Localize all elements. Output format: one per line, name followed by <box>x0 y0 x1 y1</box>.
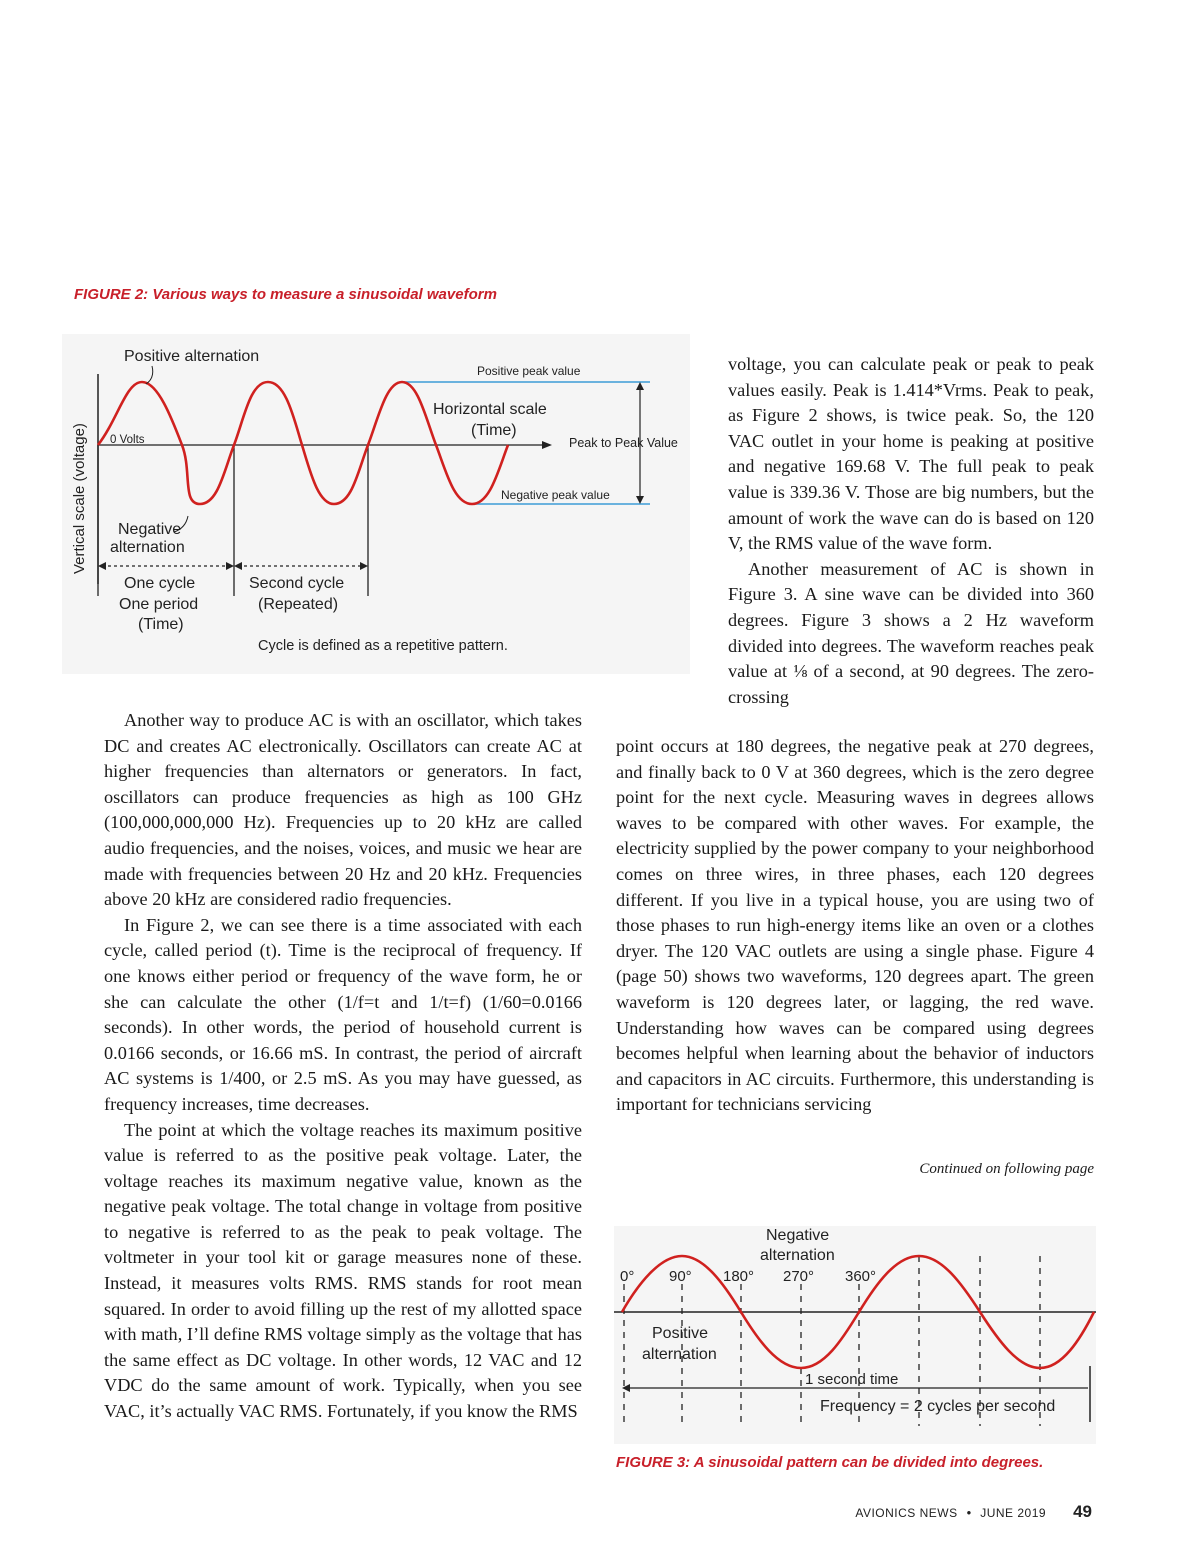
label-horizontal-time: (Time) <box>471 422 517 439</box>
figure2 <box>62 334 690 674</box>
footer-date: JUNE 2019 <box>980 1506 1047 1520</box>
label-vertical-scale: Vertical scale (voltage) <box>71 423 88 574</box>
label-negative-peak-value: Negative peak value <box>501 488 610 502</box>
fig3-label-negative: Negative <box>766 1227 830 1244</box>
label-frequency: Frequency = 2 cycles per second <box>820 1398 1056 1415</box>
page-number: 49 <box>1073 1502 1092 1521</box>
label-cycle-time: (Time) <box>138 616 184 633</box>
label-one-second-time: 1 second time <box>805 1371 899 1388</box>
right-paragraph-1: voltage, you can calculate peak or peak to peak values easily. Peak is 1.414*Vrms. Peak to peak, as Figure 2 shows, is twice peak. So, the 120 VAC outlet in your home is peaking at positive and negative 169.68 V. The full peak to peak value is 339.36 V. Those are big numbers, but the amount of work the wave can do is based on 120 V, the RMS value of the wave form. <box>728 354 1094 554</box>
footer-bullet: • <box>966 1505 972 1520</box>
figure3-caption: FIGURE 3: A sinusoidal pattern can be divided into degrees. <box>616 1454 1044 1471</box>
label-0-degrees: 0° <box>620 1268 635 1285</box>
fig3-label-alternation-2: alternation <box>642 1346 717 1363</box>
page-footer <box>855 1502 1092 1522</box>
figure2-diagram <box>62 334 690 674</box>
label-180-degrees: 180° <box>723 1268 755 1285</box>
label-270-degrees: 270° <box>783 1268 815 1285</box>
right-paragraph-3: point occurs at 180 degrees, the negative peak at 270 degrees, and finally back to 0 V at 360 degrees, which is the zero degree point for the next cycle. Measuring waves in degrees allows waves to be compared with other waves. For example, the electricity supplied by the power company to your neighborhood comes on three wires, in three phases, each 120 degrees different. If you live in a typical house, you are using two of those phases to run high-energy items like an oven or a clothes dryer. The 120 VAC outlets are using a single phase. Figure 4 (page 50) shows two waveforms, 120 degrees apart. The green waveform is 120 degrees later, or lagging, the red wave. Understanding how waves can be compared using degrees becomes helpful when learning about the behavior of inductors and capacitors in AC circuits. Furthermore, this understanding is important for technicians servicing <box>616 736 1094 1115</box>
label-negative: Negative <box>118 521 182 538</box>
label-one-cycle: One cycle <box>124 575 196 592</box>
right-column-top <box>728 352 1094 710</box>
left-column <box>104 708 582 1425</box>
label-repeated: (Repeated) <box>258 596 339 613</box>
footer-publication: AVIONICS NEWS <box>855 1506 958 1520</box>
fig3-label-alternation: alternation <box>760 1247 835 1264</box>
label-zero-volts: 0 Volts <box>110 434 145 446</box>
label-alternation: alternation <box>110 539 185 556</box>
fig3-label-positive: Positive <box>652 1325 709 1342</box>
figure3 <box>614 1226 1096 1444</box>
right-paragraph-2: Another measurement of AC is shown in Figure 3. A sine wave can be divided into 360 degrees. Figure 3 shows a 2 Hz waveform divided into degrees. The waveform reaches peak value at ⅛ of a second, at 90 degrees. The zero-crossing <box>728 558 1094 707</box>
label-horizontal-scale: Horizontal scale <box>433 401 547 418</box>
left-paragraph-2: In Figure 2, we can see there is a time associated with each cycle, called period (t). Time is the reciprocal of frequency. If one knows either period or frequency of the wave form, he or she can calculate the other (1/f=t and 1/t=f) (1/60=0.0166 seconds). In other words, the period of household current is 0.0166 seconds, or 16.66 mS. In contrast, the period of aircraft AC systems is 1/400, or 2.5 mS. As you may have guessed, as frequency increases, time decreases. <box>104 914 582 1114</box>
left-paragraph-1: Another way to produce AC is with an oscillator, which takes DC and creates AC electronically. Oscillators can create AC at higher frequencies than alternators or generators. In fact, oscillators can produce frequencies as high as 100 GHz (100,000,000,000 Hz). Frequencies up to 20 kHz are called audio frequencies, and the noises, voices, and music we hear are made with frequencies between 20 Hz and 20 kHz. Frequencies above 20 kHz are considered radio frequencies. <box>104 710 582 910</box>
right-column-bottom <box>616 734 1094 1118</box>
label-90-degrees: 90° <box>669 1268 692 1285</box>
figure3-diagram <box>614 1226 1096 1444</box>
left-paragraph-3: The point at which the voltage reaches its maximum positive value is referred to as the positive peak voltage. Later, the voltage reaches its maximum negative value, known as the negative peak voltage. The total change in voltage from positive to negative is referred to as the peak to peak voltage. The voltmeter in your tool kit or garage measures none of these. Instead, it measures volts RMS. RMS stands for root mean squared. In order to avoid filling up the rest of my allotted space with math, I’ll define RMS voltage simply as the voltage that has the same effect as DC voltage. In other words, 12 VAC and 12 VDC do the same amount of work. Typically, when you see VAC, it’s actually VAC RMS. Fortunately, if you know the RMS <box>104 1119 582 1422</box>
label-positive-peak-value: Positive peak value <box>477 364 581 378</box>
label-cycle-defined: Cycle is defined as a repetitive pattern. <box>258 638 508 654</box>
label-one-period: One period <box>119 596 199 613</box>
continued-note: Continued on following page <box>919 1161 1094 1177</box>
label-second-cycle: Second cycle <box>249 575 345 592</box>
figure2-caption: FIGURE 2: Various ways to measure a sinusoidal waveform <box>74 286 497 303</box>
label-positive-alternation: Positive alternation <box>124 348 260 365</box>
label-360-degrees: 360° <box>845 1268 877 1285</box>
label-peak-to-peak: Peak to Peak Value <box>569 436 678 450</box>
